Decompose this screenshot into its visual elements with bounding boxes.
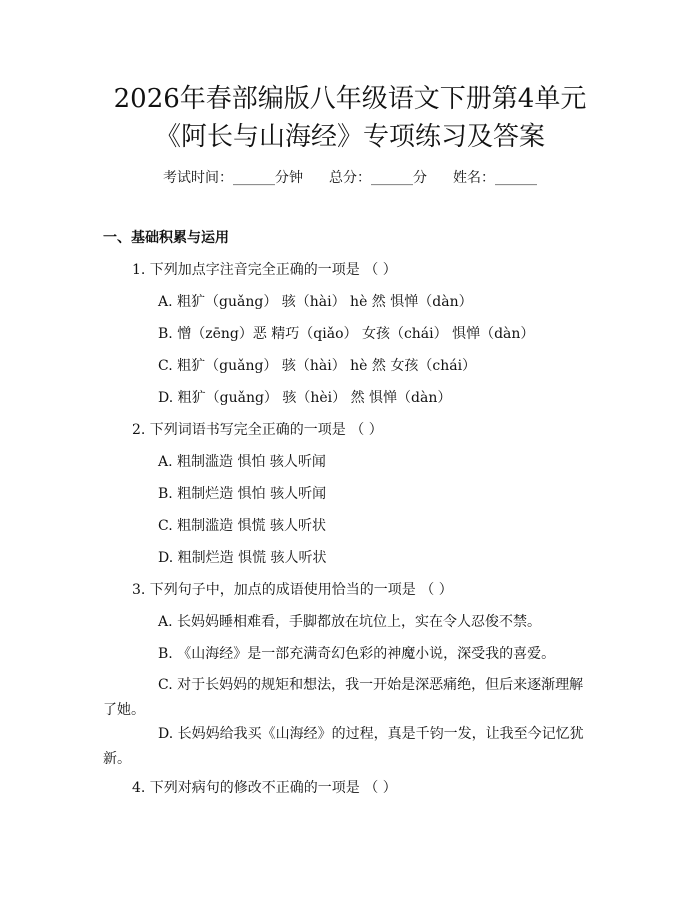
total-score: 总分：______分 — [329, 170, 427, 186]
question-2-option-a: A. 粗制滥造 惧怕 骇人听闻 — [158, 454, 326, 470]
question-3-option-c-text: C. 对于长妈妈的规矩和想法，我一开始是深恶痛绝，但后来逐渐理解了她。 — [103, 677, 584, 718]
student-name: 姓名：______ — [453, 170, 537, 186]
question-1-stem: 1. 下列加点字注音完全正确的一项是 （ ） — [132, 262, 397, 278]
section-heading: 一、基础积累与运用 — [103, 230, 229, 246]
question-1-option-d: D. 粗犷（guǎng） 骇（hèi） 然 惧惮（dàn） — [158, 390, 452, 406]
question-2-option-d: D. 粗制烂造 惧慌 骇人听状 — [158, 550, 327, 566]
question-1-option-c: C. 粗犷（guǎng） 骇（hài） hè 然 女孩（chái） — [158, 358, 477, 374]
question-3-option-d — [103, 722, 593, 772]
question-2-option-c: C. 粗制滥造 惧慌 骇人听状 — [158, 518, 327, 534]
question-3-stem: 3. 下列句子中，加点的成语使用恰当的一项是 （ ） — [132, 582, 453, 598]
question-2-option-b: B. 粗制烂造 惧怕 骇人听闻 — [158, 486, 327, 502]
question-1-option-b: B. 憎（zēng）恶 精巧（qiǎo） 女孩（chái） 惧惮（dàn） — [158, 326, 535, 342]
exam-time: 考试时间：______分钟 — [163, 170, 303, 186]
question-3-option-b: B. 《山海经》是一部充满奇幻色彩的神魔小说，深受我的喜爱。 — [158, 646, 556, 662]
question-3-option-c — [103, 673, 593, 723]
exam-meta — [0, 168, 700, 188]
question-4-stem: 4. 下列对病句的修改不正确的一项是 （ ） — [132, 780, 397, 796]
title-line-1: 2026年春部编版八年级语文下册第4单元 — [113, 84, 587, 114]
title-line-2: 《阿长与山海经》专项练习及答案 — [154, 122, 545, 152]
question-2-stem: 2. 下列词语书写完全正确的一项是 （ ） — [132, 422, 383, 438]
question-3-option-d-text: D. 长妈妈给我买《山海经》的过程，真是千钧一发，让我至今记忆犹新。 — [103, 726, 584, 767]
question-1-option-a: A. 粗犷（guǎng） 骇（hài） hè 然 惧惮（dàn） — [158, 294, 473, 310]
question-3-option-a: A. 长妈妈睡相难看，手脚都放在坑位上，实在令人忍俊不禁。 — [158, 614, 542, 630]
